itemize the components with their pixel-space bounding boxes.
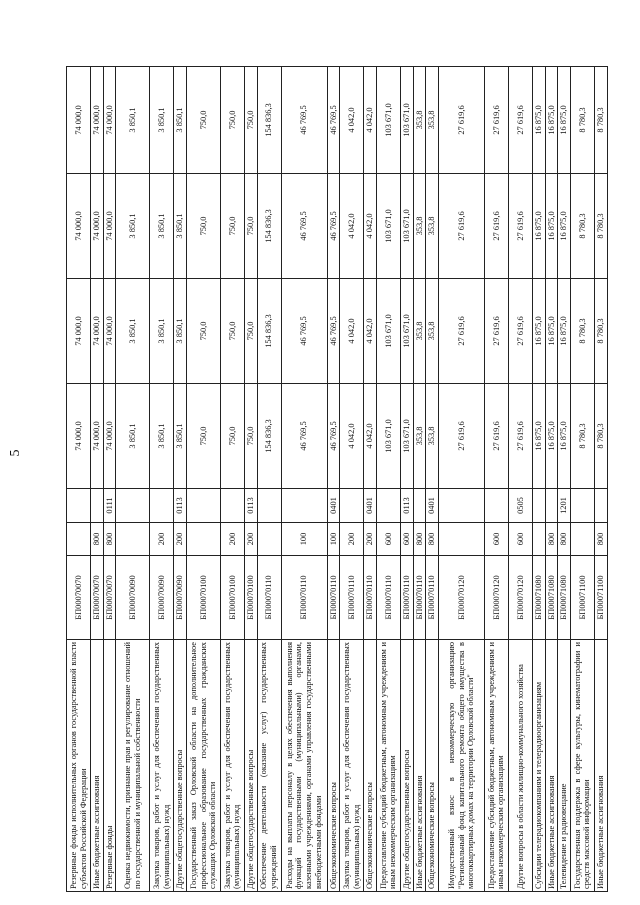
amount-cell-1: 46 769,5 xyxy=(281,384,327,489)
table-row xyxy=(400,67,413,892)
amount-cell-2: 27 619,6 xyxy=(484,279,508,384)
amount-cell-4: 4 042,0 xyxy=(364,67,377,174)
amount-cell-3: 750,0 xyxy=(220,174,244,279)
amount-cell-1: 4 042,0 xyxy=(364,384,377,489)
amount-cell-1: 154 836,3 xyxy=(257,384,281,489)
expense-type-cell: 200 xyxy=(244,523,257,556)
target-article-cell: БП00070100 xyxy=(220,556,244,640)
amount-cell-3: 27 619,6 xyxy=(484,174,508,279)
amount-cell-2: 16 875,0 xyxy=(532,279,545,384)
amount-cell-2: 750,0 xyxy=(186,279,220,384)
amount-cell-3: 3 850,1 xyxy=(116,174,150,279)
row-name-cell: Общеэкономические вопросы xyxy=(327,640,340,892)
expense-type-cell: 800 xyxy=(558,523,571,556)
amount-cell-2: 27 619,6 xyxy=(438,279,484,384)
table-row xyxy=(186,67,220,892)
section-subsection-cell: 1201 xyxy=(558,489,571,523)
target-article-cell: БП00071100 xyxy=(570,556,594,640)
target-article-cell: БП00070090 xyxy=(174,556,187,640)
amount-cell-2: 154 836,3 xyxy=(257,279,281,384)
budget-table-container xyxy=(66,67,608,892)
row-name-cell: Резервные фонды xyxy=(103,640,116,892)
section-subsection-cell xyxy=(413,489,426,523)
target-article-cell: БП00071100 xyxy=(594,556,607,640)
amount-cell-2: 750,0 xyxy=(220,279,244,384)
expense-type-cell: 800 xyxy=(103,523,116,556)
row-name-cell: Иные бюджетные ассигнования xyxy=(594,640,607,892)
expense-type-cell: 800 xyxy=(426,523,439,556)
amount-cell-3: 27 619,6 xyxy=(438,174,484,279)
amount-cell-1: 8 780,3 xyxy=(570,384,594,489)
target-article-cell: БП00071080 xyxy=(532,556,545,640)
amount-cell-1: 103 671,0 xyxy=(376,384,400,489)
target-article-cell: БП00070120 xyxy=(484,556,508,640)
target-article-cell: БП00070110 xyxy=(327,556,340,640)
expense-type-cell xyxy=(438,523,484,556)
expense-type-cell xyxy=(116,523,150,556)
amount-cell-4: 16 875,0 xyxy=(558,67,571,174)
table-row xyxy=(558,67,571,892)
amount-cell-2: 103 671,0 xyxy=(400,279,413,384)
amount-cell-2: 750,0 xyxy=(244,279,257,384)
table-row xyxy=(327,67,340,892)
amount-cell-1: 74 000,0 xyxy=(91,384,104,489)
expense-type-cell: 600 xyxy=(508,523,532,556)
amount-cell-1: 750,0 xyxy=(186,384,220,489)
amount-cell-4: 74 000,0 xyxy=(67,67,91,174)
table-row xyxy=(532,67,545,892)
target-article-cell: БП00070100 xyxy=(244,556,257,640)
amount-cell-1: 46 769,5 xyxy=(327,384,340,489)
amount-cell-3: 750,0 xyxy=(186,174,220,279)
expense-type-cell: 200 xyxy=(364,523,377,556)
target-article-cell: БП00070110 xyxy=(426,556,439,640)
section-subsection-cell xyxy=(594,489,607,523)
amount-cell-2: 74 000,0 xyxy=(103,279,116,384)
amount-cell-4: 750,0 xyxy=(186,67,220,174)
amount-cell-3: 16 875,0 xyxy=(558,174,571,279)
row-name-cell: Предоставление субсидий бюджетным, автономным учреждениям и иным некоммерческим организациям xyxy=(376,640,400,892)
amount-cell-1: 27 619,6 xyxy=(484,384,508,489)
section-subsection-cell: 0113 xyxy=(174,489,187,523)
target-article-cell: БП00070120 xyxy=(508,556,532,640)
amount-cell-2: 74 000,0 xyxy=(67,279,91,384)
amount-cell-3: 103 671,0 xyxy=(400,174,413,279)
table-row xyxy=(281,67,327,892)
row-name-cell: Оценка недвижимости, признание прав и регулирование отношений по государственной и муниципальной собственности xyxy=(116,640,150,892)
table-row xyxy=(174,67,187,892)
amount-cell-4: 16 875,0 xyxy=(545,67,558,174)
expense-type-cell xyxy=(257,523,281,556)
row-name-cell: Закупка товаров, работ и услуг для обеспечения государственных (муниципальных) нужд xyxy=(150,640,174,892)
amount-cell-1: 353,8 xyxy=(413,384,426,489)
row-name-cell: Иные бюджетные ассигнования xyxy=(413,640,426,892)
expense-type-cell: 600 xyxy=(484,523,508,556)
amount-cell-1: 3 850,1 xyxy=(116,384,150,489)
section-subsection-cell: 0113 xyxy=(244,489,257,523)
amount-cell-1: 8 780,3 xyxy=(594,384,607,489)
amount-cell-3: 154 836,3 xyxy=(257,174,281,279)
expense-type-cell: 800 xyxy=(594,523,607,556)
expense-type-cell xyxy=(67,523,91,556)
expense-type-cell: 800 xyxy=(413,523,426,556)
amount-cell-2: 46 769,5 xyxy=(327,279,340,384)
table-row xyxy=(570,67,594,892)
table-row xyxy=(438,67,484,892)
amount-cell-3: 3 850,1 xyxy=(150,174,174,279)
target-article-cell: БП00070110 xyxy=(413,556,426,640)
expense-type-cell: 100 xyxy=(327,523,340,556)
section-subsection-cell xyxy=(281,489,327,523)
section-subsection-cell: 0401 xyxy=(426,489,439,523)
amount-cell-4: 3 850,1 xyxy=(150,67,174,174)
amount-cell-2: 353,8 xyxy=(426,279,439,384)
amount-cell-1: 4 042,0 xyxy=(340,384,364,489)
expense-type-cell: 200 xyxy=(340,523,364,556)
target-article-cell: БП00070070 xyxy=(67,556,91,640)
amount-cell-2: 3 850,1 xyxy=(116,279,150,384)
amount-cell-1: 27 619,6 xyxy=(438,384,484,489)
amount-cell-2: 74 000,0 xyxy=(91,279,104,384)
amount-cell-4: 46 769,5 xyxy=(327,67,340,174)
amount-cell-3: 8 780,3 xyxy=(594,174,607,279)
section-subsection-cell xyxy=(186,489,220,523)
table-row xyxy=(413,67,426,892)
table-row xyxy=(91,67,104,892)
amount-cell-1: 103 671,0 xyxy=(400,384,413,489)
row-name-cell: Субсидии телерадиокомпаниям и телерадиоорганизациям xyxy=(532,640,545,892)
amount-cell-4: 4 042,0 xyxy=(340,67,364,174)
section-subsection-cell xyxy=(376,489,400,523)
amount-cell-1: 74 000,0 xyxy=(67,384,91,489)
amount-cell-4: 353,8 xyxy=(426,67,439,174)
table-row xyxy=(257,67,281,892)
amount-cell-3: 4 042,0 xyxy=(364,174,377,279)
amount-cell-2: 3 850,1 xyxy=(174,279,187,384)
amount-cell-4: 27 619,6 xyxy=(438,67,484,174)
amount-cell-2: 4 042,0 xyxy=(364,279,377,384)
section-subsection-cell xyxy=(91,489,104,523)
section-subsection-cell: 0505 xyxy=(508,489,532,523)
amount-cell-3: 353,8 xyxy=(413,174,426,279)
section-subsection-cell xyxy=(570,489,594,523)
expense-type-cell xyxy=(186,523,220,556)
table-row xyxy=(364,67,377,892)
section-subsection-cell xyxy=(150,489,174,523)
expense-type-cell: 800 xyxy=(545,523,558,556)
table-row xyxy=(220,67,244,892)
target-article-cell: БП00070110 xyxy=(340,556,364,640)
amount-cell-2: 46 769,5 xyxy=(281,279,327,384)
section-subsection-cell xyxy=(220,489,244,523)
expense-type-cell: 800 xyxy=(91,523,104,556)
table-row xyxy=(116,67,150,892)
section-subsection-cell: 0401 xyxy=(327,489,340,523)
target-article-cell: БП00070120 xyxy=(438,556,484,640)
target-article-cell: БП00070070 xyxy=(91,556,104,640)
section-subsection-cell: 0401 xyxy=(364,489,377,523)
amount-cell-4: 750,0 xyxy=(244,67,257,174)
row-name-cell: Предоставление субсидий бюджетным, автономным учреждениям и иным некоммерческим организациям xyxy=(484,640,508,892)
row-name-cell: Государственная поддержка в сфере культуры, кинематографии и средств массовой информации xyxy=(570,640,594,892)
amount-cell-2: 4 042,0 xyxy=(340,279,364,384)
table-row xyxy=(67,67,91,892)
expense-type-cell: 600 xyxy=(400,523,413,556)
amount-cell-4: 103 671,0 xyxy=(376,67,400,174)
amount-cell-1: 16 875,0 xyxy=(545,384,558,489)
target-article-cell: БП00071080 xyxy=(545,556,558,640)
target-article-cell: БП00070110 xyxy=(364,556,377,640)
table-row xyxy=(103,67,116,892)
amount-cell-2: 8 780,3 xyxy=(570,279,594,384)
table-row xyxy=(594,67,607,892)
target-article-cell: БП00070110 xyxy=(400,556,413,640)
amount-cell-2: 16 875,0 xyxy=(558,279,571,384)
target-article-cell: БП00070110 xyxy=(257,556,281,640)
amount-cell-4: 8 780,3 xyxy=(594,67,607,174)
amount-cell-3: 353,8 xyxy=(426,174,439,279)
amount-cell-3: 8 780,3 xyxy=(570,174,594,279)
table-row xyxy=(150,67,174,892)
budget-table-body xyxy=(67,67,608,892)
table-row xyxy=(545,67,558,892)
amount-cell-2: 353,8 xyxy=(413,279,426,384)
row-name-cell: Другие вопросы в области жилищно-коммунального хозяйства xyxy=(508,640,532,892)
expense-type-cell: 600 xyxy=(376,523,400,556)
section-subsection-cell xyxy=(545,489,558,523)
target-article-cell: БП00070110 xyxy=(376,556,400,640)
row-name-cell: Государственный заказ Орловской области на дополнительное профессиональное образование государственных гражданских служащих Орловской области xyxy=(186,640,220,892)
table-row xyxy=(340,67,364,892)
amount-cell-2: 27 619,6 xyxy=(508,279,532,384)
amount-cell-4: 353,8 xyxy=(413,67,426,174)
row-name-cell: Общеэкономические вопросы xyxy=(426,640,439,892)
section-subsection-cell xyxy=(532,489,545,523)
section-subsection-cell xyxy=(67,489,91,523)
amount-cell-4: 750,0 xyxy=(220,67,244,174)
expense-type-cell xyxy=(532,523,545,556)
row-name-cell: Имущественный взнос в некоммерческую организацию "Региональный фонд капитального ремонта общего имущества в многоквартирных домах на территории Орловской области" xyxy=(438,640,484,892)
expense-type-cell: 100 xyxy=(281,523,327,556)
amount-cell-1: 750,0 xyxy=(220,384,244,489)
expense-type-cell: 200 xyxy=(174,523,187,556)
row-name-cell: Закупка товаров, работ и услуг для обеспечения государственных (муниципальных) нужд xyxy=(220,640,244,892)
section-subsection-cell: 0111 xyxy=(103,489,116,523)
row-name-cell: Обеспечение деятельности (оказание услуг) государственных учреждений xyxy=(257,640,281,892)
amount-cell-3: 46 769,5 xyxy=(327,174,340,279)
target-article-cell: БП00070090 xyxy=(150,556,174,640)
amount-cell-4: 3 850,1 xyxy=(116,67,150,174)
expense-type-cell: 200 xyxy=(220,523,244,556)
target-article-cell: БП00070090 xyxy=(116,556,150,640)
target-article-cell: БП00070070 xyxy=(103,556,116,640)
amount-cell-2: 16 875,0 xyxy=(545,279,558,384)
expense-type-cell: 200 xyxy=(150,523,174,556)
table-row xyxy=(508,67,532,892)
amount-cell-3: 74 000,0 xyxy=(103,174,116,279)
amount-cell-4: 46 769,5 xyxy=(281,67,327,174)
section-subsection-cell xyxy=(340,489,364,523)
amount-cell-4: 103 671,0 xyxy=(400,67,413,174)
amount-cell-3: 3 850,1 xyxy=(174,174,187,279)
row-name-cell: Иные бюджетные ассигнования xyxy=(545,640,558,892)
amount-cell-1: 16 875,0 xyxy=(558,384,571,489)
amount-cell-3: 27 619,6 xyxy=(508,174,532,279)
section-subsection-cell xyxy=(257,489,281,523)
target-article-cell: БП00070100 xyxy=(186,556,220,640)
target-article-cell: БП00071080 xyxy=(558,556,571,640)
row-name-cell: Расходы на выплаты персоналу в целях обеспечения выполнения функций государственными (муниципальными) органами, казенными учреждениями, органами управления государственными внебюджетными фондами xyxy=(281,640,327,892)
amount-cell-3: 750,0 xyxy=(244,174,257,279)
amount-cell-4: 3 850,1 xyxy=(174,67,187,174)
amount-cell-2: 103 671,0 xyxy=(376,279,400,384)
row-name-cell: Иные бюджетные ассигнования xyxy=(91,640,104,892)
amount-cell-1: 27 619,6 xyxy=(508,384,532,489)
row-name-cell: Телевидение и радиовещание xyxy=(558,640,571,892)
amount-cell-1: 3 850,1 xyxy=(150,384,174,489)
row-name-cell: Общеэкономические вопросы xyxy=(364,640,377,892)
page-number: 5 xyxy=(8,449,23,457)
expense-type-cell xyxy=(570,523,594,556)
row-name-cell: Другие общегосударственные вопросы xyxy=(174,640,187,892)
table-row xyxy=(426,67,439,892)
row-name-cell: Другие общегосударственные вопросы xyxy=(244,640,257,892)
amount-cell-4: 154 836,3 xyxy=(257,67,281,174)
amount-cell-4: 16 875,0 xyxy=(532,67,545,174)
amount-cell-4: 27 619,6 xyxy=(484,67,508,174)
amount-cell-4: 8 780,3 xyxy=(570,67,594,174)
amount-cell-3: 103 671,0 xyxy=(376,174,400,279)
row-name-cell: Закупка товаров, работ и услуг для обеспечения государственных (муниципальных) нужд xyxy=(340,640,364,892)
amount-cell-2: 3 850,1 xyxy=(150,279,174,384)
amount-cell-2: 8 780,3 xyxy=(594,279,607,384)
amount-cell-3: 46 769,5 xyxy=(281,174,327,279)
table-row xyxy=(376,67,400,892)
budget-table xyxy=(66,66,608,892)
table-row xyxy=(484,67,508,892)
amount-cell-4: 74 000,0 xyxy=(91,67,104,174)
amount-cell-1: 74 000,0 xyxy=(103,384,116,489)
section-subsection-cell: 0113 xyxy=(400,489,413,523)
section-subsection-cell xyxy=(484,489,508,523)
amount-cell-1: 3 850,1 xyxy=(174,384,187,489)
section-subsection-cell xyxy=(116,489,150,523)
amount-cell-4: 27 619,6 xyxy=(508,67,532,174)
amount-cell-3: 74 000,0 xyxy=(91,174,104,279)
amount-cell-3: 16 875,0 xyxy=(532,174,545,279)
row-name-cell: Резервные фонды исполнительных органов государственной власти субъектов Российской Федерации xyxy=(67,640,91,892)
amount-cell-1: 16 875,0 xyxy=(532,384,545,489)
amount-cell-3: 4 042,0 xyxy=(340,174,364,279)
amount-cell-3: 74 000,0 xyxy=(67,174,91,279)
amount-cell-3: 16 875,0 xyxy=(545,174,558,279)
amount-cell-1: 353,8 xyxy=(426,384,439,489)
target-article-cell: БП00070110 xyxy=(281,556,327,640)
row-name-cell: Другие общегосударственные вопросы xyxy=(400,640,413,892)
section-subsection-cell xyxy=(438,489,484,523)
table-row xyxy=(244,67,257,892)
amount-cell-1: 750,0 xyxy=(244,384,257,489)
amount-cell-4: 74 000,0 xyxy=(103,67,116,174)
